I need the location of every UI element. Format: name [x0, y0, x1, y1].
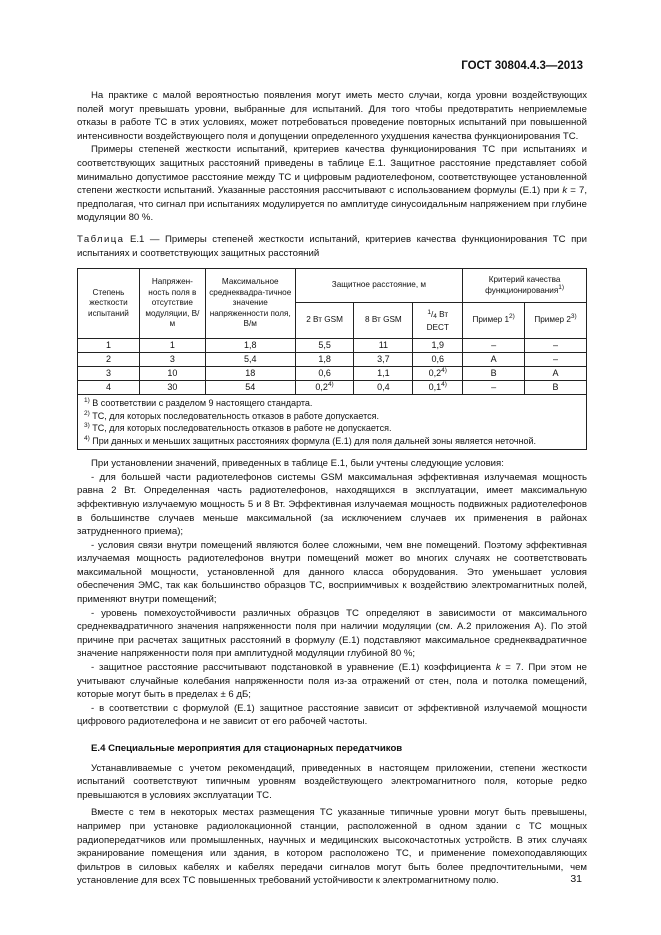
- table-note: $^{4)}$ При данных и меньших защитных расстояниях формула (Е.1) для поля дальней зоны является неточной.: [84, 434, 536, 446]
- header-example-2: Пример 2$^{3)}$: [525, 303, 587, 339]
- condition-item: - условия связи внутри помещений являются более сложными, чем вне помещений. Поэтому эффективная излучаемая мощность радиотелефонов внутри помещений может во многих случаях не соответствовать максимальной мощности, установленной для данного класса оборудования. Это уменьшает условия обеспечения ЭМС, так как большинство образцов ТС, восприимчивых к воздействию электромагнитных полей, применяют внутри помещений;: [77, 539, 587, 606]
- header-criteria: Критерий качества функционирования$^{1)}$: [463, 269, 587, 303]
- table-notes: [78, 395, 587, 450]
- header-degree: Степень жесткости испытаний: [78, 269, 140, 339]
- table-note: $^{1)}$ В соответствии с разделом 9 настоящего стандарта.: [84, 397, 313, 409]
- condition-item: - для большей части радиотелефонов системы GSM максимальная эффективная излучаемая мощность равна 2 Вт. Определенная часть радиотелефонов, находящихся в эксплуатации, имеет максимальную эффективную излучаемую мощность 5 и 8 Вт. Эффективная излучаемая мощность подвижных радиотелефонов в большинстве случаев меньше максимальной (за исключением случаев их применения в районах затрудненного приема);: [77, 471, 587, 538]
- section-paragraph-2: Вместе с тем в некоторых местах размещения ТС указанные типичные уровни могут быть превышены, например при установке радиолокационной станции, расположенной в одном здании с ТС мощных радиопередатчиков или промышленных, научных и медицинских высокочастотных устройств. В этих случаях экранирование помещения или здания, в котором расположено ТС, и применение помехоподавляющих фильтров в силовых кабелях и кабелях передачи сигналов могут быть более предпочтительными, чем установление для всех ТС повышенных требований устойчивости к электромагнитному полю.: [77, 807, 587, 887]
- condition-item: - защитное расстояние рассчитывают подстановкой в уравнение (Е.1) коэффициента k = 7. При этом не учитывают случайные колебания напряженности поля из-за отражений от стен, пола и потолка помещений, которые могут быть в пределах ± 6 дБ;: [77, 662, 587, 701]
- section-paragraph-1: Устанавливаемые с учетом рекомендаций, приведенных в настоящем приложении, степени жесткости испытаний соответствуют типичным уровням воздействующего электромагнитного поля, которые редко превышаются в условиях эксплуатации ТС.: [77, 762, 587, 801]
- table-row: 4 30 54 0,2$^{4)}$ 0,4 0,1$^{4)}$ – В: [78, 381, 587, 395]
- header-protective-distance: Защитное расстояние, м: [295, 269, 463, 303]
- table-note: $^{2)}$ ТС, для которых последовательность отказов в работе допускается.: [84, 409, 379, 421]
- severity-table: [77, 268, 587, 450]
- table-row: 1 1 1,8 5,5 11 1,9 – –: [78, 339, 587, 353]
- header-example-1: Пример 1$^{2)}$: [463, 303, 525, 339]
- header-gsm-8w: 8 Вт GSM: [354, 303, 413, 339]
- table-note: $^{3)}$ ТС, для которых последовательность отказов в работе не допускается.: [84, 422, 392, 434]
- page-content: [77, 89, 587, 888]
- conditions-intro: При установлении значений, приведенных в таблице Е.1, были учтены следующие условия:: [91, 458, 504, 470]
- intro-paragraph-2: Примеры степеней жесткости испытаний, критериев качества функционирования ТС при испытаниях и соответствующих защитных расстояний приведены в таблице Е.1. Защитное расстояние представляет собой минимально допустимое расстояние между ТС и цифровым радиотелефоном, соответствующее установленной степени жесткости испытаний. Указанные расстояния рассчитывают с использованием формулы (Е.1) при k = 7, предполагая, что сигнал при испытаниях модулируется по амплитуде синусоидальным напряжением при глубине модуляции 80 %.: [77, 144, 587, 224]
- table-row: 3 10 18 0,6 1,1 0,2$^{4)}$ В А: [78, 367, 587, 381]
- header-max-rms: Максимальное среднеквадра-тичное значение напряженности поля, В/м: [205, 269, 295, 339]
- table-caption: Таблица Е.1 — Примеры степеней жесткости испытаний, критериев качества функционирования ТС при испытаниях и соответствующих защитных расстояний: [77, 233, 587, 259]
- standard-header: ГОСТ 30804.4.3—2013: [461, 60, 583, 72]
- condition-item: - уровень помехоустойчивости различных образцов ТС определяют в зависимости от максимального среднеквадратичного значения напряженности поля при наличии модуляции (см. А.2 приложения А). По этой причине при расчетах защитных расстояний в формулу (Е.1) подставляют максимальное среднеквадратичное значение напряженности поля при амплитудной модуляции глубиной 80 %;: [77, 607, 587, 660]
- section-heading: Е.4 Специальные мероприятия для стационарных передатчиков: [91, 743, 403, 754]
- header-gsm-2w: 2 Вт GSM: [295, 303, 354, 339]
- intro-paragraph-1: На практике с малой вероятностью появления могут иметь место случаи, когда уровни воздействующих полей могут превышать уровни, выбранные для испытаний. Для того чтобы предотвратить неприемлемые отказы в работе ТС в этих условиях, может потребоваться проведение повторных испытаний при повышенной интенсивности воздействующего поля и допущении определенного ухудшения качества функционирования ТС.: [77, 90, 587, 142]
- header-field-strength: Напряжен-ность поля в отсутствие модуляции, В/м: [139, 269, 205, 339]
- page-number: 31: [570, 873, 582, 885]
- header-dect: $^1$/4 Вт DECT: [413, 303, 463, 339]
- condition-item: - в соответствии с формулой (Е.1) защитное расстояние зависит от эффективной излучаемой мощности цифрового радиотелефона и не зависит от его рабочей частоты.: [77, 702, 587, 728]
- table-row: 2 3 5,4 1,8 3,7 0,6 А –: [78, 353, 587, 367]
